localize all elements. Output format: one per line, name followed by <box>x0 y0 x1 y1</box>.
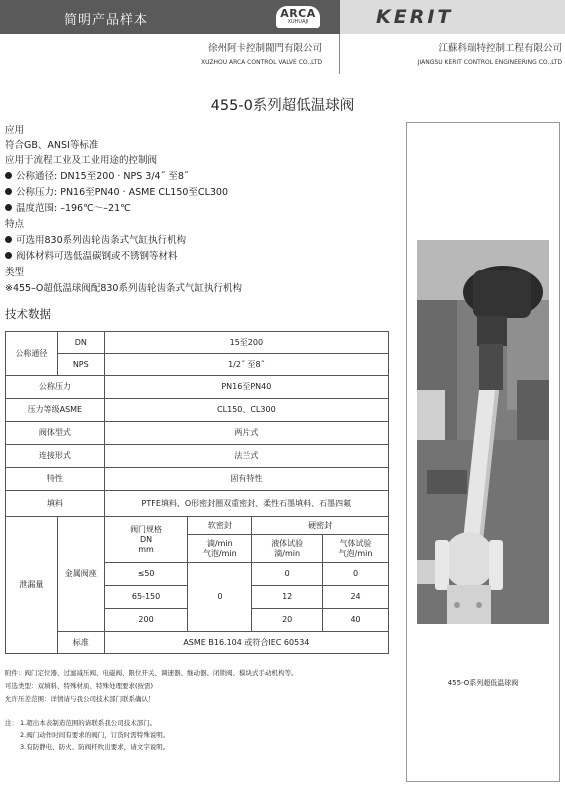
bullet-icon <box>5 204 12 211</box>
company-divider <box>339 34 340 74</box>
company-right-en: JIANGSU KERIT CONTROL ENGINEERING CO.,LTD <box>417 59 562 66</box>
pressure-value: PN16至PN40 <box>104 376 388 399</box>
standard-value: ASME B16.104 或符合IEC 60534 <box>104 632 388 654</box>
table-row <box>6 445 389 468</box>
body-value: 两片式 <box>104 422 388 445</box>
leak-gas: 24 <box>323 586 389 609</box>
leak-size: 65-150 <box>104 586 188 609</box>
feature-bullet-text: 阀体材料可选低温碳钢或不锈钢等材料 <box>16 251 178 262</box>
packing-value: PTFE填料、O形密封圈双重密封、柔性石墨填料、石墨四氟 <box>104 491 388 517</box>
dn-value: 15至200 <box>104 332 388 354</box>
feature-heading: 特点 <box>5 219 25 230</box>
table-row <box>6 399 389 422</box>
spec-bullet <box>5 203 131 215</box>
pressure-note: 允许压差范围：详情请与我公司技术部门联系确认！ <box>5 695 155 703</box>
metal-seat-label: 金属阀座 <box>57 517 104 632</box>
feature-bullet <box>5 251 178 263</box>
spec-bullet <box>5 171 189 183</box>
body-label: 阀体型式 <box>6 422 105 445</box>
application-heading: 应用 <box>5 125 25 136</box>
company-left <box>150 40 322 66</box>
accessories-note: 附件：阀门定位器、过滤减压阀、电磁阀、限位开关、调速器、继动器、闭锁阀、模块式手动机构等。 <box>5 669 298 677</box>
note-2: 2.阀门动作时间有要求的阀门，订货时需特殊说明。 <box>20 731 170 739</box>
spec-bullet-text: 温度范围: –196℃～–21℃ <box>16 203 131 214</box>
application-line-1: 符合GB、ANSI等标准 <box>5 140 99 151</box>
table-row <box>6 376 389 399</box>
table-row <box>6 468 389 491</box>
note-3: 3.有防静电、防火、防阀杆吹出要求，请文字说明。 <box>20 743 170 751</box>
company-left-cn: 徐州阿卡控制閥門有限公司 <box>207 43 322 54</box>
soft-seal-value: 0 <box>188 563 252 632</box>
soft-seal-label: 软密封 <box>188 517 252 535</box>
table-row <box>6 332 389 354</box>
photo-caption: 455-O系列超低温球阀 <box>447 679 519 687</box>
application-line-2: 应用于流程工业及工业用途的控制阀 <box>5 155 158 166</box>
pressure-label: 公称压力 <box>6 376 105 399</box>
table-row <box>6 632 389 654</box>
bullet-icon <box>5 188 12 195</box>
table-row <box>6 517 389 535</box>
size-label: 阀门规格 DN mm <box>104 517 188 563</box>
company-right <box>360 40 562 66</box>
leakage-label: 泄漏量 <box>6 517 58 654</box>
asme-value: CL150、CL300 <box>104 399 388 422</box>
nps-value: 1/2˝ 至8˝ <box>104 354 388 376</box>
spec-bullet-text: 公称通径: DN15至200 · NPS 3/4˝ 至8˝ <box>16 171 189 182</box>
char-value: 固有特性 <box>104 468 388 491</box>
note-label: 注： <box>5 719 18 727</box>
hard-seal-label: 硬密封 <box>252 517 389 535</box>
conn-label: 连接形式 <box>6 445 105 468</box>
leak-size: 200 <box>104 609 188 632</box>
dn-label: DN <box>57 332 104 354</box>
asme-label: 压力等级ASME <box>6 399 105 422</box>
company-right-cn: 江蘇科瑞特控制工程有限公司 <box>438 43 562 54</box>
spec-bullet-text: 公称压力: PN16至PN40 · ASME CL150至CL300 <box>16 187 228 198</box>
spec-bullet <box>5 187 228 199</box>
type-line: ※455–O超低温球阀配830系列齿轮齿条式气缸执行机构 <box>5 283 242 294</box>
spec-table <box>5 331 389 654</box>
leak-liquid: 20 <box>252 609 323 632</box>
header-right-band <box>340 0 565 34</box>
feature-bullet <box>5 235 186 247</box>
company-left-en: XUZHOU ARCA CONTROL VALVE CO.,LTD <box>200 59 322 66</box>
gas-test-label: 气体试验 气泡/min <box>323 535 389 563</box>
kerit-logo: KERIT <box>376 6 454 28</box>
char-label: 特性 <box>6 468 105 491</box>
bullet-icon <box>5 236 12 243</box>
tech-data-heading: 技术数据 <box>5 307 51 321</box>
options-note: 可选类型：双填料、特殊材质、特殊处理要求(按需) <box>5 682 154 690</box>
table-row <box>6 491 389 517</box>
table-row <box>6 354 389 376</box>
arca-logo-subtext: XUHUAJI <box>287 19 309 25</box>
nominal-dia-label: 公称通径 <box>6 332 58 376</box>
conn-value: 法兰式 <box>104 445 388 468</box>
note-1: 1.超出本表制造范围的请联系我公司技术部门。 <box>20 719 157 727</box>
liquid-test-label: 液体试验 滴/min <box>252 535 323 563</box>
catalog-label: 简明产品样本 <box>64 13 149 28</box>
bullet-icon <box>5 252 12 259</box>
packing-label: 填料 <box>6 491 105 517</box>
standard-label: 标准 <box>57 632 104 654</box>
leak-gas: 0 <box>323 563 389 586</box>
page-title: 455-0系列超低温球阀 <box>210 98 355 114</box>
header-left-band <box>0 0 340 34</box>
leak-gas: 40 <box>323 609 389 632</box>
page-header <box>0 0 565 34</box>
soft-unit-label: 滴/min 气泡/min <box>188 535 252 563</box>
leak-size: ≤50 <box>104 563 188 586</box>
type-heading: 类型 <box>5 267 25 278</box>
leak-liquid: 12 <box>252 586 323 609</box>
valve-photo-illustration <box>417 240 549 624</box>
nps-label: NPS <box>57 354 104 376</box>
table-row <box>6 422 389 445</box>
feature-bullet-text: 可选用830系列齿轮齿条式气缸执行机构 <box>16 235 187 246</box>
valve-photo <box>417 240 549 624</box>
arca-logo-text: ARCA <box>280 7 316 20</box>
arca-logo <box>276 6 320 28</box>
bullet-icon <box>5 172 12 179</box>
leak-liquid: 0 <box>252 563 323 586</box>
